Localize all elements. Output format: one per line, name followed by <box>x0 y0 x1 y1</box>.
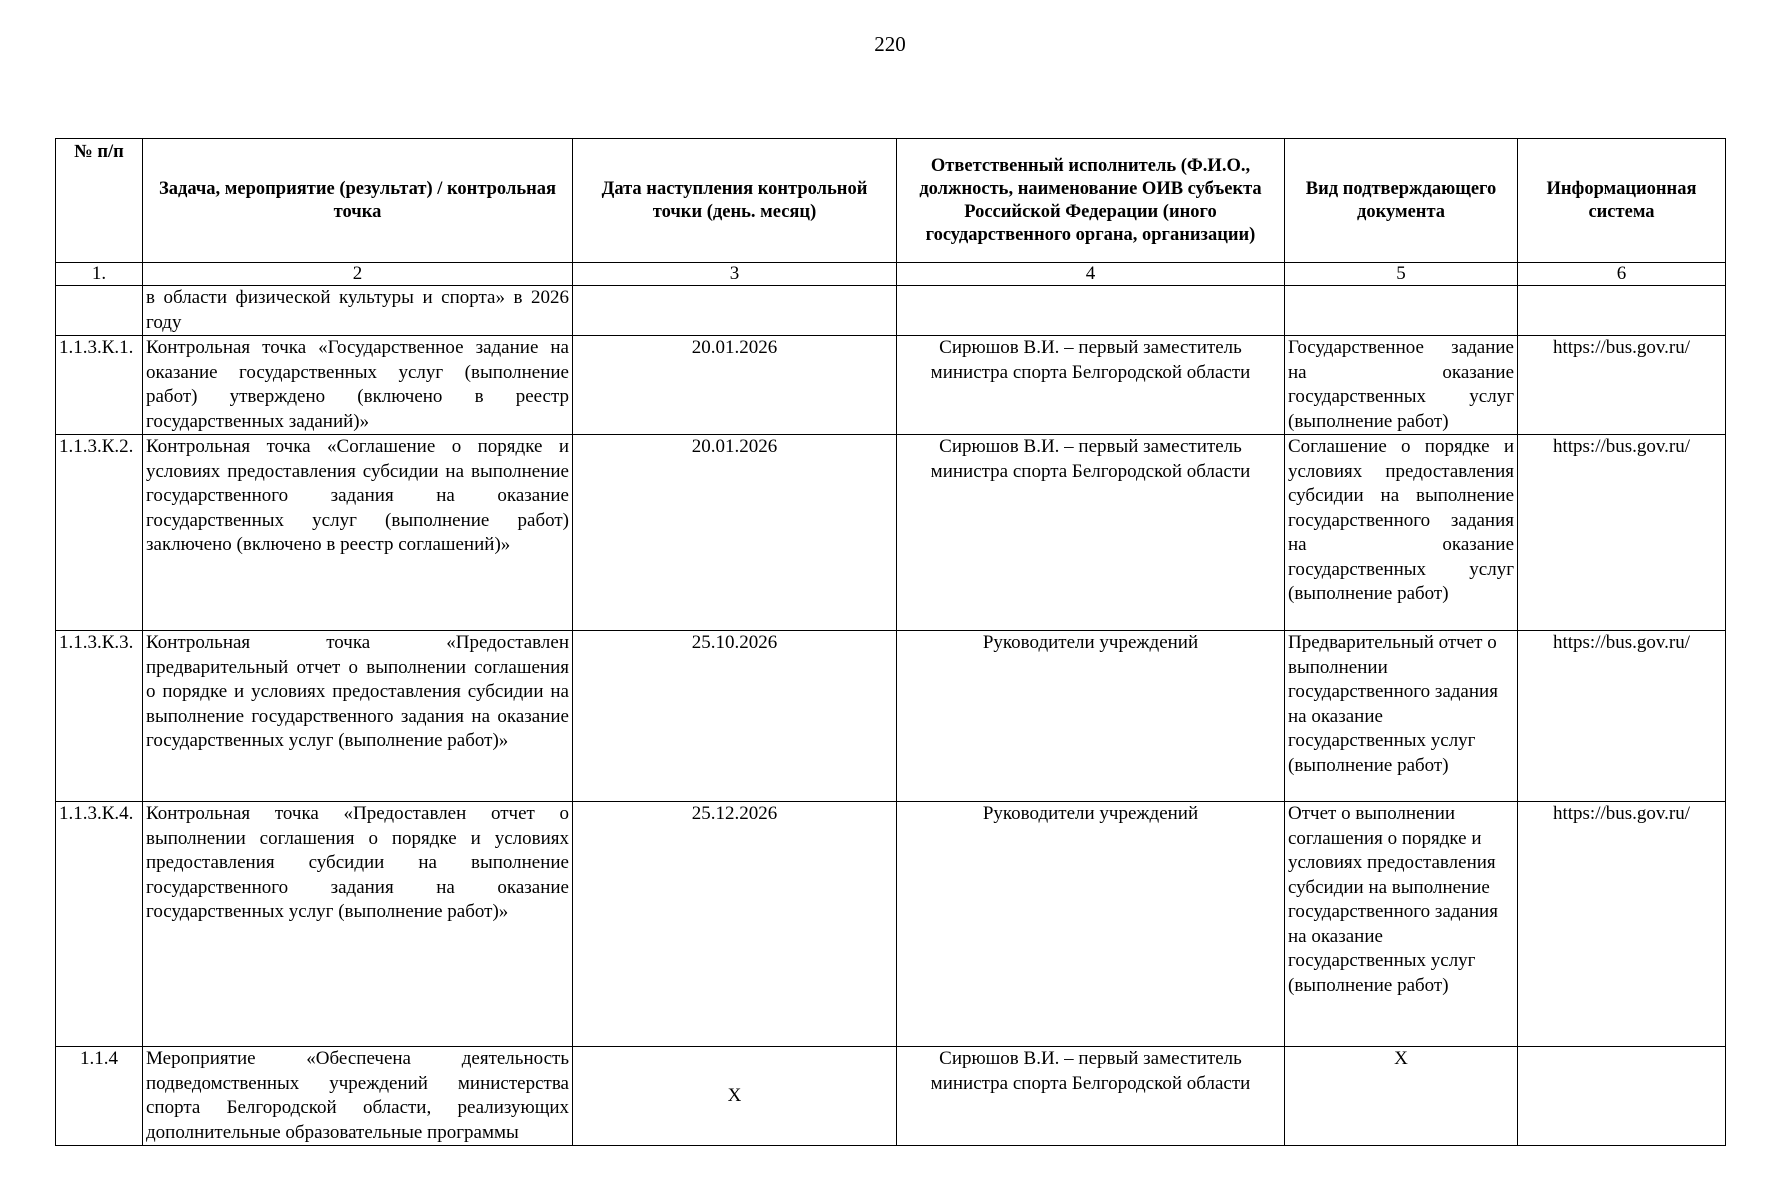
row-number: 1.1.3.К.1. <box>56 336 143 435</box>
row-executor <box>897 286 1285 336</box>
row-task: Контрольная точка «Соглашение о порядке и условиях предоставления субсидии на выполнение государственного задания на оказание государственных услуг (выполнение работ) заключено (включено в реестр соглашений)» <box>143 435 573 631</box>
row-executor: Сирюшов В.И. – первый заместитель министра спорта Белгородской области <box>897 435 1285 631</box>
row-executor: Руководители учреждений <box>897 631 1285 802</box>
row-date: 25.12.2026 <box>573 802 897 1047</box>
header-row <box>56 139 1726 263</box>
table-row <box>56 802 1726 1047</box>
table-row <box>56 336 1726 435</box>
row-system <box>1518 286 1726 336</box>
row-system: https://bus.gov.ru/ <box>1518 802 1726 1047</box>
table-row <box>56 1047 1726 1146</box>
table-row <box>56 631 1726 802</box>
row-number: 1.1.3.К.2. <box>56 435 143 631</box>
column-number: 3 <box>573 263 897 286</box>
row-number <box>56 286 143 336</box>
header-task: Задача, мероприятие (результат) / контрольная точка <box>143 139 573 263</box>
row-executor: Руководители учреждений <box>897 802 1285 1047</box>
row-task: Контрольная точка «Предоставлен предварительный отчет о выполнении соглашения о порядке и условиях предоставления субсидии на выполнение государственного задания на оказание государственных услуг (выполнение работ)» <box>143 631 573 802</box>
row-system: https://bus.gov.ru/ <box>1518 336 1726 435</box>
control-points-table <box>55 138 1726 1146</box>
row-number: 1.1.3.К.3. <box>56 631 143 802</box>
header-document: Вид подтверждающего документа <box>1285 139 1518 263</box>
row-executor: Сирюшов В.И. – первый заместитель министра спорта Белгородской области <box>897 336 1285 435</box>
row-number: 1.1.3.К.4. <box>56 802 143 1047</box>
column-number: 1. <box>56 263 143 286</box>
header-system: Информационная система <box>1518 139 1726 263</box>
header-executor: Ответственный исполнитель (Ф.И.О., должность, наименование ОИВ субъекта Российской Федерации (иного государственного органа, организации) <box>897 139 1285 263</box>
row-system: https://bus.gov.ru/ <box>1518 631 1726 802</box>
row-document: Отчет о выполнении соглашения о порядке и условиях предоставления субсидии на выполнение государственного задания на оказание государственных услуг (выполнение работ) <box>1285 802 1518 1047</box>
table-row <box>56 435 1726 631</box>
table-row <box>56 286 1726 336</box>
page-number: 220 <box>874 32 906 56</box>
row-document: Государственное задание на оказание государственных услуг (выполнение работ) <box>1285 336 1518 435</box>
row-task: Контрольная точка «Предоставлен отчет о выполнении соглашения о порядке и условиях предоставления субсидии на выполнение государственного задания на оказание государственных услуг (выполнение работ)» <box>143 802 573 1047</box>
row-system: https://bus.gov.ru/ <box>1518 435 1726 631</box>
row-system <box>1518 1047 1726 1146</box>
header-num: № п/п <box>56 139 143 263</box>
row-document: Предварительный отчет о выполнении государственного задания на оказание государственных услуг (выполнение работ) <box>1285 631 1518 802</box>
row-date: 25.10.2026 <box>573 631 897 802</box>
row-date: 20.01.2026 <box>573 435 897 631</box>
column-number: 2 <box>143 263 573 286</box>
column-number: 4 <box>897 263 1285 286</box>
row-executor: Сирюшов В.И. – первый заместитель министра спорта Белгородской области <box>897 1047 1285 1146</box>
column-number: 6 <box>1518 263 1726 286</box>
row-document: Х <box>1285 1047 1518 1146</box>
row-task: Мероприятие «Обеспечена деятельность подведомственных учреждений министерства спорта Белгородской области, реализующих дополнительные образовательные программы <box>143 1047 573 1146</box>
row-date <box>573 286 897 336</box>
row-document <box>1285 286 1518 336</box>
column-number-row <box>56 263 1726 286</box>
column-number: 5 <box>1285 263 1518 286</box>
row-number: 1.1.4 <box>56 1047 143 1146</box>
row-document: Соглашение о порядке и условиях предоставления субсидии на выполнение государственного задания на оказание государственных услуг (выполнение работ) <box>1285 435 1518 631</box>
row-date: 20.01.2026 <box>573 336 897 435</box>
header-date: Дата наступления контрольной точки (день. месяц) <box>573 139 897 263</box>
row-date: Х <box>573 1047 897 1146</box>
row-task: в области физической культуры и спорта» в 2026 году <box>143 286 573 336</box>
row-task: Контрольная точка «Государственное задание на оказание государственных услуг (выполнение работ) утверждено (включено в реестр государственных заданий)» <box>143 336 573 435</box>
